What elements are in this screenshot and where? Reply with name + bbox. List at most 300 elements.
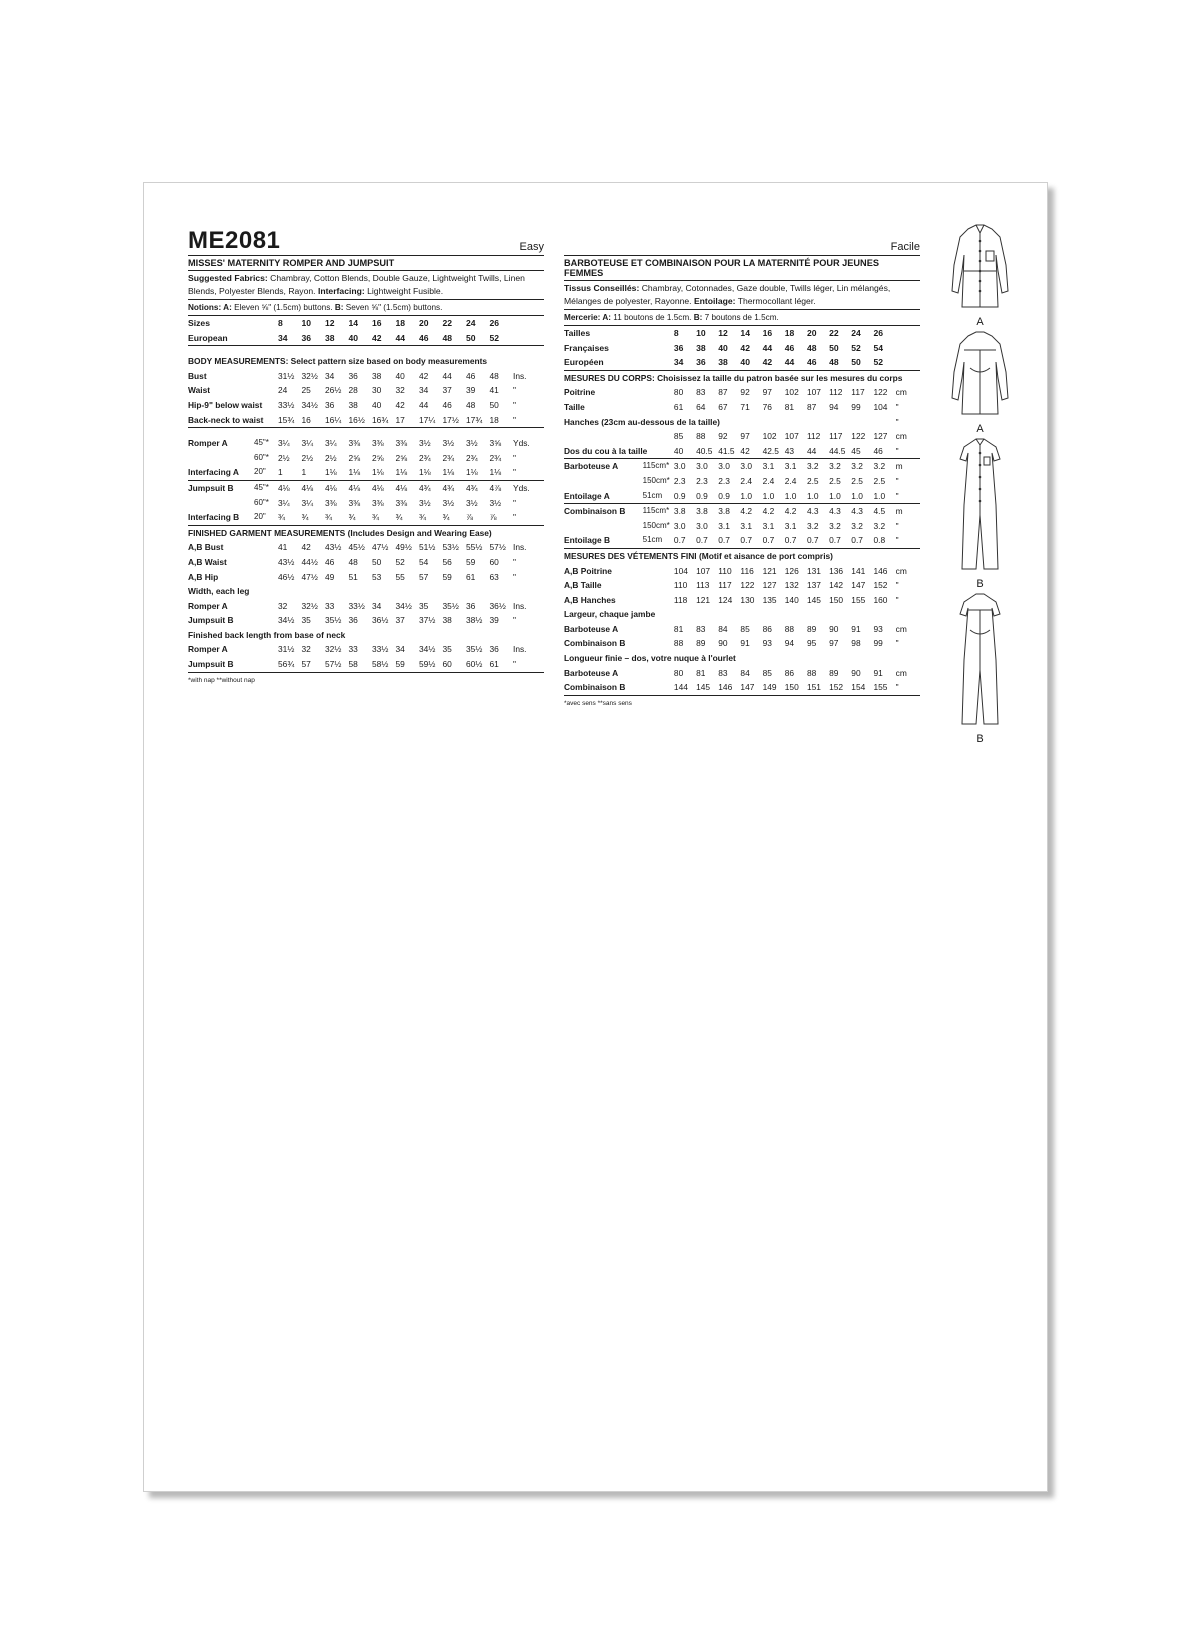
value-cell: 44½ (301, 556, 318, 567)
value-cell: 52 (395, 556, 405, 567)
value-cell: 3⅜ (325, 497, 337, 508)
row-label: Européen (564, 355, 643, 370)
view-b-front (940, 435, 1020, 590)
value-cell: 17 (396, 413, 420, 428)
value-cell: 33 (348, 644, 358, 655)
value-cell: 18 (395, 318, 406, 328)
value-cell: 3⅝ (489, 438, 502, 449)
view-label: A (976, 423, 984, 435)
fabric-width (254, 657, 278, 672)
measurement-row (188, 480, 544, 495)
subheading-row (188, 628, 544, 643)
subheading: Largeur, chaque jambe (564, 609, 656, 620)
value-cell: 2.5 (806, 475, 819, 486)
value-cell: 155 (851, 594, 866, 605)
value-cell: 88 (784, 623, 795, 634)
measurement-row (564, 341, 920, 356)
fabric-width (254, 331, 278, 346)
value-cell: 59½ (419, 657, 443, 672)
value-cell: 141 (851, 565, 866, 576)
value-cell: 90 (829, 623, 839, 634)
interfacing-text: Thermocollant léger. (735, 295, 816, 306)
value-cell: 48 (489, 370, 499, 381)
french-column (564, 229, 920, 707)
value-cell: 4¾ (419, 482, 431, 493)
view-label: B (976, 578, 984, 590)
value-cell: 132 (784, 580, 799, 591)
value-cell: 24 (466, 318, 476, 328)
value-cell: 35 (442, 644, 452, 655)
interfacing-label: Entoilage: (693, 295, 736, 306)
value-cell: 34 (325, 370, 335, 381)
fabric-width: 51cm (643, 533, 674, 548)
value-cell: 50 (466, 331, 490, 346)
value-cell: 3½ (419, 438, 431, 449)
value-cell: 32½ (325, 644, 342, 655)
measurement-row (188, 451, 544, 466)
view-a-front (940, 221, 1020, 328)
romper-back-illustration (940, 328, 1020, 420)
value-cell: 47½ (372, 542, 389, 553)
notions-label-b: B: (693, 313, 703, 322)
section-heading: FINISHED GARMENT MEASUREMENTS (Includes Design and Wearing Ease) (188, 527, 492, 538)
value-cell: 53½ (442, 542, 459, 553)
value-cell: 87 (806, 401, 817, 412)
value-cell: 1.0 (763, 489, 785, 504)
fabric-width (643, 666, 674, 681)
value-cell: 3.1 (762, 520, 775, 531)
value-cell: 45 (851, 444, 873, 459)
value-cell: 38 (325, 331, 349, 346)
subheading: Finished back length from base of neck (188, 629, 346, 640)
value-cell: 18 (784, 328, 795, 338)
value-cell: 61 (466, 571, 476, 582)
measurement-row (564, 680, 920, 695)
unit-cell: Ins. (513, 600, 527, 611)
measurement-row (564, 578, 920, 593)
value-cell: 122 (851, 431, 866, 442)
value-cell: 102 (762, 431, 777, 442)
value-cell: 91 (740, 638, 750, 649)
value-cell: 60½ (466, 657, 490, 672)
value-cell: 32 (395, 385, 405, 396)
view-label: A (976, 316, 984, 328)
value-cell: 97 (829, 638, 839, 649)
measurement-row (564, 474, 920, 489)
value-cell: 3.1 (784, 461, 797, 472)
notions-label: Notions: A: (188, 303, 232, 312)
value-cell: 2⅝ (372, 452, 384, 463)
value-cell: 47½ (301, 571, 318, 582)
value-cell: ¾ (278, 510, 302, 525)
value-cell: 113 (696, 580, 710, 591)
value-cell: 20 (419, 318, 429, 328)
measurement-row (188, 510, 544, 525)
value-cell: 121 (762, 565, 777, 576)
value-cell: 35½ (442, 600, 459, 611)
value-cell: 35½ (466, 644, 483, 655)
value-cell: 3½ (442, 438, 455, 449)
row-label: Combinaison B (564, 506, 626, 517)
value-cell: 40 (718, 342, 728, 353)
fabric-width (643, 578, 674, 593)
value-cell: 116 (740, 565, 754, 576)
value-cell: 16¼ (325, 413, 349, 428)
value-cell: 3.8 (718, 506, 730, 517)
value-cell: 3¼ (301, 438, 314, 449)
value-cell: 160 (873, 594, 888, 605)
measurement-row (564, 636, 920, 651)
value-cell: 112 (806, 431, 821, 442)
value-cell: 34 (278, 331, 302, 346)
view-a-back (940, 328, 1020, 435)
value-cell: 3.2 (851, 461, 863, 472)
value-cell: 30 (372, 385, 382, 396)
unit-cell: cm (895, 667, 907, 678)
subheading-row (564, 415, 920, 430)
fabric-width (254, 642, 278, 657)
value-cell: 15¾ (278, 413, 302, 428)
value-cell: 42 (372, 331, 396, 346)
value-cell: 12 (325, 318, 335, 328)
value-cell: ¾ (396, 510, 420, 525)
value-cell: 4.3 (829, 506, 841, 517)
value-cell: 3.0 (696, 461, 708, 472)
unit-cell: " (513, 399, 516, 410)
value-cell: 49½ (395, 542, 412, 553)
measurement-row (564, 429, 920, 444)
value-cell: 60 (443, 657, 467, 672)
value-cell: 32½ (301, 370, 318, 381)
fabric-width (254, 383, 278, 398)
value-cell: 99 (851, 401, 861, 412)
row-label: A,B Bust (188, 542, 224, 553)
unit-cell: Yds. (513, 438, 530, 449)
value-cell: 0.8 (873, 533, 895, 548)
value-cell: 118 (673, 594, 688, 605)
value-cell: 38 (442, 615, 452, 626)
value-cell: 1.0 (740, 489, 762, 504)
measurement-row (564, 519, 920, 534)
unit-cell: " (895, 580, 899, 591)
measurement-row (188, 540, 544, 555)
value-cell: 58½ (372, 657, 396, 672)
value-cell: 45½ (348, 542, 365, 553)
fabric-width (254, 369, 278, 384)
subheading: Hanches (23cm au-dessous de la taille) (564, 416, 720, 427)
value-cell: 34 (674, 355, 696, 370)
value-cell: 42 (395, 399, 405, 410)
value-cell: 51½ (419, 542, 436, 553)
footnote-en: *with nap **without nap (188, 676, 255, 684)
row-label: Interfacing A (188, 465, 254, 480)
value-cell: 42 (740, 342, 750, 353)
value-cell: 1⅛ (443, 465, 467, 480)
value-cell: 36 (302, 331, 326, 346)
value-cell: 52 (490, 331, 514, 346)
view-b-back (940, 590, 1020, 745)
unit-cell: " (895, 401, 899, 412)
unit-cell: cm (895, 623, 907, 634)
value-cell: 44 (442, 370, 452, 381)
value-cell: 136 (829, 565, 844, 576)
value-cell: 4¾ (442, 482, 455, 493)
value-cell: 140 (784, 594, 799, 605)
unit-cell: " (895, 475, 899, 486)
value-cell: 17¾ (466, 413, 490, 428)
measurement-row (564, 564, 920, 579)
unit-cell: " (895, 594, 899, 605)
value-cell: ⅞ (466, 510, 490, 525)
notions-en (188, 300, 544, 316)
value-cell: 43 (785, 444, 807, 459)
row-label: European (188, 331, 254, 346)
value-cell: 97 (762, 387, 772, 398)
fabric-width (254, 570, 278, 585)
fabric-width: 60"* (254, 452, 269, 462)
measurement-row (188, 383, 544, 398)
value-cell: 40.5 (696, 444, 718, 459)
value-cell: 76 (762, 401, 772, 412)
value-cell: 144 (674, 680, 696, 695)
value-cell: 117 (829, 431, 843, 442)
value-cell: ¾ (349, 510, 373, 525)
subheading-row (564, 607, 920, 622)
fabric-width (643, 429, 674, 444)
value-cell: 44 (762, 342, 773, 353)
value-cell: 12 (718, 328, 728, 338)
value-cell: 61 (490, 657, 514, 672)
value-cell: 34 (419, 385, 429, 396)
value-cell: 36 (348, 615, 358, 626)
unit-cell: " (513, 615, 516, 626)
value-cell: 16 (762, 328, 773, 338)
value-cell: 32 (301, 644, 311, 655)
value-cell: 38 (718, 355, 740, 370)
row-label: Poitrine (564, 387, 596, 398)
value-cell: 1⅛ (325, 465, 349, 480)
value-cell: 44 (785, 355, 807, 370)
value-cell: 122 (740, 580, 755, 591)
row-label: Waist (188, 385, 211, 396)
value-cell: 80 (673, 667, 684, 678)
value-cell: 4.3 (806, 506, 819, 517)
row-label: Romper A (188, 644, 228, 655)
value-cell: 33½ (278, 399, 295, 410)
measurement-row (564, 533, 920, 548)
value-cell: 110 (673, 580, 688, 591)
value-cell: 86 (784, 667, 795, 678)
value-cell: 44.5 (829, 444, 851, 459)
measurement-row (188, 316, 544, 331)
value-cell: 20 (806, 328, 817, 338)
value-cell: 3.1 (762, 461, 775, 472)
measurement-row (564, 504, 920, 519)
unit-cell: " (896, 444, 920, 459)
fabric-width (643, 355, 674, 370)
value-cell: 88 (806, 667, 817, 678)
value-cell: 60 (489, 556, 499, 567)
measurement-row (564, 444, 920, 459)
value-cell: 81 (673, 623, 684, 634)
english-column (188, 229, 544, 684)
value-cell: 107 (806, 387, 821, 398)
value-cell: 3.2 (829, 520, 841, 531)
value-cell: 2.3 (673, 475, 686, 486)
row-label: Jumpsuit B (188, 615, 234, 626)
value-cell: 89 (829, 667, 839, 678)
value-cell: 57 (419, 571, 429, 582)
value-cell: 46 (419, 331, 443, 346)
row-label (564, 474, 643, 489)
value-cell: 41.5 (718, 444, 740, 459)
value-cell: 22 (442, 318, 453, 328)
unit-cell: Yds. (513, 482, 530, 493)
fabric-width: 20" (254, 465, 278, 480)
value-cell: 1⅛ (396, 465, 420, 480)
value-cell: 63 (489, 571, 499, 582)
measurement-row (188, 436, 544, 451)
value-cell: 110 (718, 565, 732, 576)
value-cell: 94 (829, 401, 839, 412)
row-label: Barboteuse A (564, 667, 619, 678)
value-cell: 89 (806, 623, 817, 634)
value-cell: 42 (301, 542, 311, 553)
row-label: Entoilage B (564, 533, 643, 548)
value-cell: 2.3 (696, 475, 708, 486)
value-cell: 37½ (419, 615, 436, 626)
value-cell: 127 (873, 431, 888, 442)
value-cell: 44 (419, 399, 429, 410)
notions-label-b: B: (334, 303, 344, 312)
unit-cell: " (513, 452, 516, 463)
value-cell: 26 (873, 328, 884, 338)
value-cell: 4⅛ (278, 482, 290, 493)
value-cell: ¾ (372, 510, 396, 525)
fabric-width (643, 400, 674, 415)
value-cell: 130 (740, 594, 755, 605)
value-cell: 94 (784, 638, 795, 649)
unit-cell (896, 326, 920, 341)
value-cell: 122 (873, 387, 888, 398)
value-cell: 28 (348, 385, 358, 396)
fabric-width (254, 613, 278, 628)
value-cell: 40 (372, 399, 382, 410)
value-cell: 3¼ (325, 438, 337, 449)
subheading-row (188, 584, 544, 599)
romper-front-illustration (940, 221, 1020, 313)
value-cell: 99 (873, 638, 883, 649)
value-cell: 14 (740, 328, 750, 338)
value-cell: 146 (718, 680, 740, 695)
value-cell: 1.0 (807, 489, 829, 504)
value-cell: 32 (278, 600, 288, 611)
value-cell: 50 (851, 355, 873, 370)
value-cell: 2¾ (419, 452, 431, 463)
fabrics-text: Chambray, Cotton Blends, Double Gauze, Lightweight Twills, Linen Blends, Polyester Blends, Rayon. (188, 273, 525, 296)
row-label: A,B Hanches (564, 594, 616, 605)
unit-cell: " (513, 510, 544, 525)
value-cell: 48 (806, 342, 817, 353)
value-cell: 83 (696, 623, 706, 634)
unit-cell: m (895, 506, 903, 517)
interfacing-text: Lightweight Fusible. (364, 285, 444, 296)
row-label: Jumpsuit B (188, 482, 234, 493)
value-cell: 0.9 (674, 489, 696, 504)
row-label: Taille (564, 401, 585, 412)
value-cell: 91 (873, 667, 883, 678)
measurement-row (564, 622, 920, 637)
value-cell: 1 (302, 465, 326, 480)
row-label: Barboteuse A (564, 623, 619, 634)
value-cell: 1⅛ (349, 465, 373, 480)
value-cell: 71 (740, 401, 750, 412)
unit-cell (896, 341, 920, 356)
value-cell: 124 (718, 594, 733, 605)
row-spacer (188, 428, 544, 437)
value-cell: 51 (348, 571, 358, 582)
value-cell: 85 (762, 667, 772, 678)
value-cell: 95 (806, 638, 817, 649)
fabric-width: 60"* (254, 497, 269, 507)
value-cell: 88 (696, 431, 706, 442)
value-cell: 87 (718, 387, 728, 398)
fabric-width (254, 540, 278, 555)
value-cell: 131 (806, 565, 821, 576)
value-cell: 17½ (443, 413, 467, 428)
value-cell: 117 (718, 580, 732, 591)
value-cell: 38 (348, 399, 358, 410)
measurement-row (564, 666, 920, 681)
fabric-width: 115cm* (642, 506, 670, 516)
fabrics-fr (564, 281, 920, 310)
value-cell: 38½ (466, 615, 483, 626)
unit-cell: " (895, 416, 899, 427)
value-cell: 102 (784, 387, 799, 398)
row-label: A,B Waist (188, 556, 227, 567)
fabric-width (643, 593, 674, 608)
value-cell: 42 (740, 444, 762, 459)
value-cell: 18 (490, 413, 514, 428)
fabric-width (643, 341, 674, 356)
value-cell: 98 (851, 638, 861, 649)
value-cell: 149 (763, 680, 785, 695)
value-cell: 2½ (301, 452, 314, 463)
value-cell: 117 (851, 387, 865, 398)
unit-cell: Ins. (513, 370, 527, 381)
value-cell: 46½ (278, 571, 295, 582)
value-cell: 0.9 (718, 489, 740, 504)
value-cell: 57 (302, 657, 326, 672)
row-label: Jumpsuit B (188, 657, 254, 672)
value-cell: 55½ (466, 542, 483, 553)
value-cell: 52 (873, 355, 895, 370)
value-cell: 0.7 (829, 533, 851, 548)
value-cell: ¾ (325, 510, 349, 525)
unit-cell: Ins. (513, 644, 527, 655)
value-cell: 26½ (325, 385, 342, 396)
row-label: Hip-9" below waist (188, 399, 263, 410)
value-cell: 150 (785, 680, 807, 695)
section-heading: BODY MEASUREMENTS: Select pattern size based on body measurements (188, 356, 488, 367)
value-cell: 22 (829, 328, 839, 338)
value-cell: 10 (696, 328, 706, 338)
value-cell: 31½ (278, 644, 295, 655)
value-cell: 2.3 (718, 475, 730, 486)
value-cell: 1 (278, 465, 302, 480)
row-label: Bust (188, 370, 207, 381)
value-cell: 36½ (489, 600, 506, 611)
